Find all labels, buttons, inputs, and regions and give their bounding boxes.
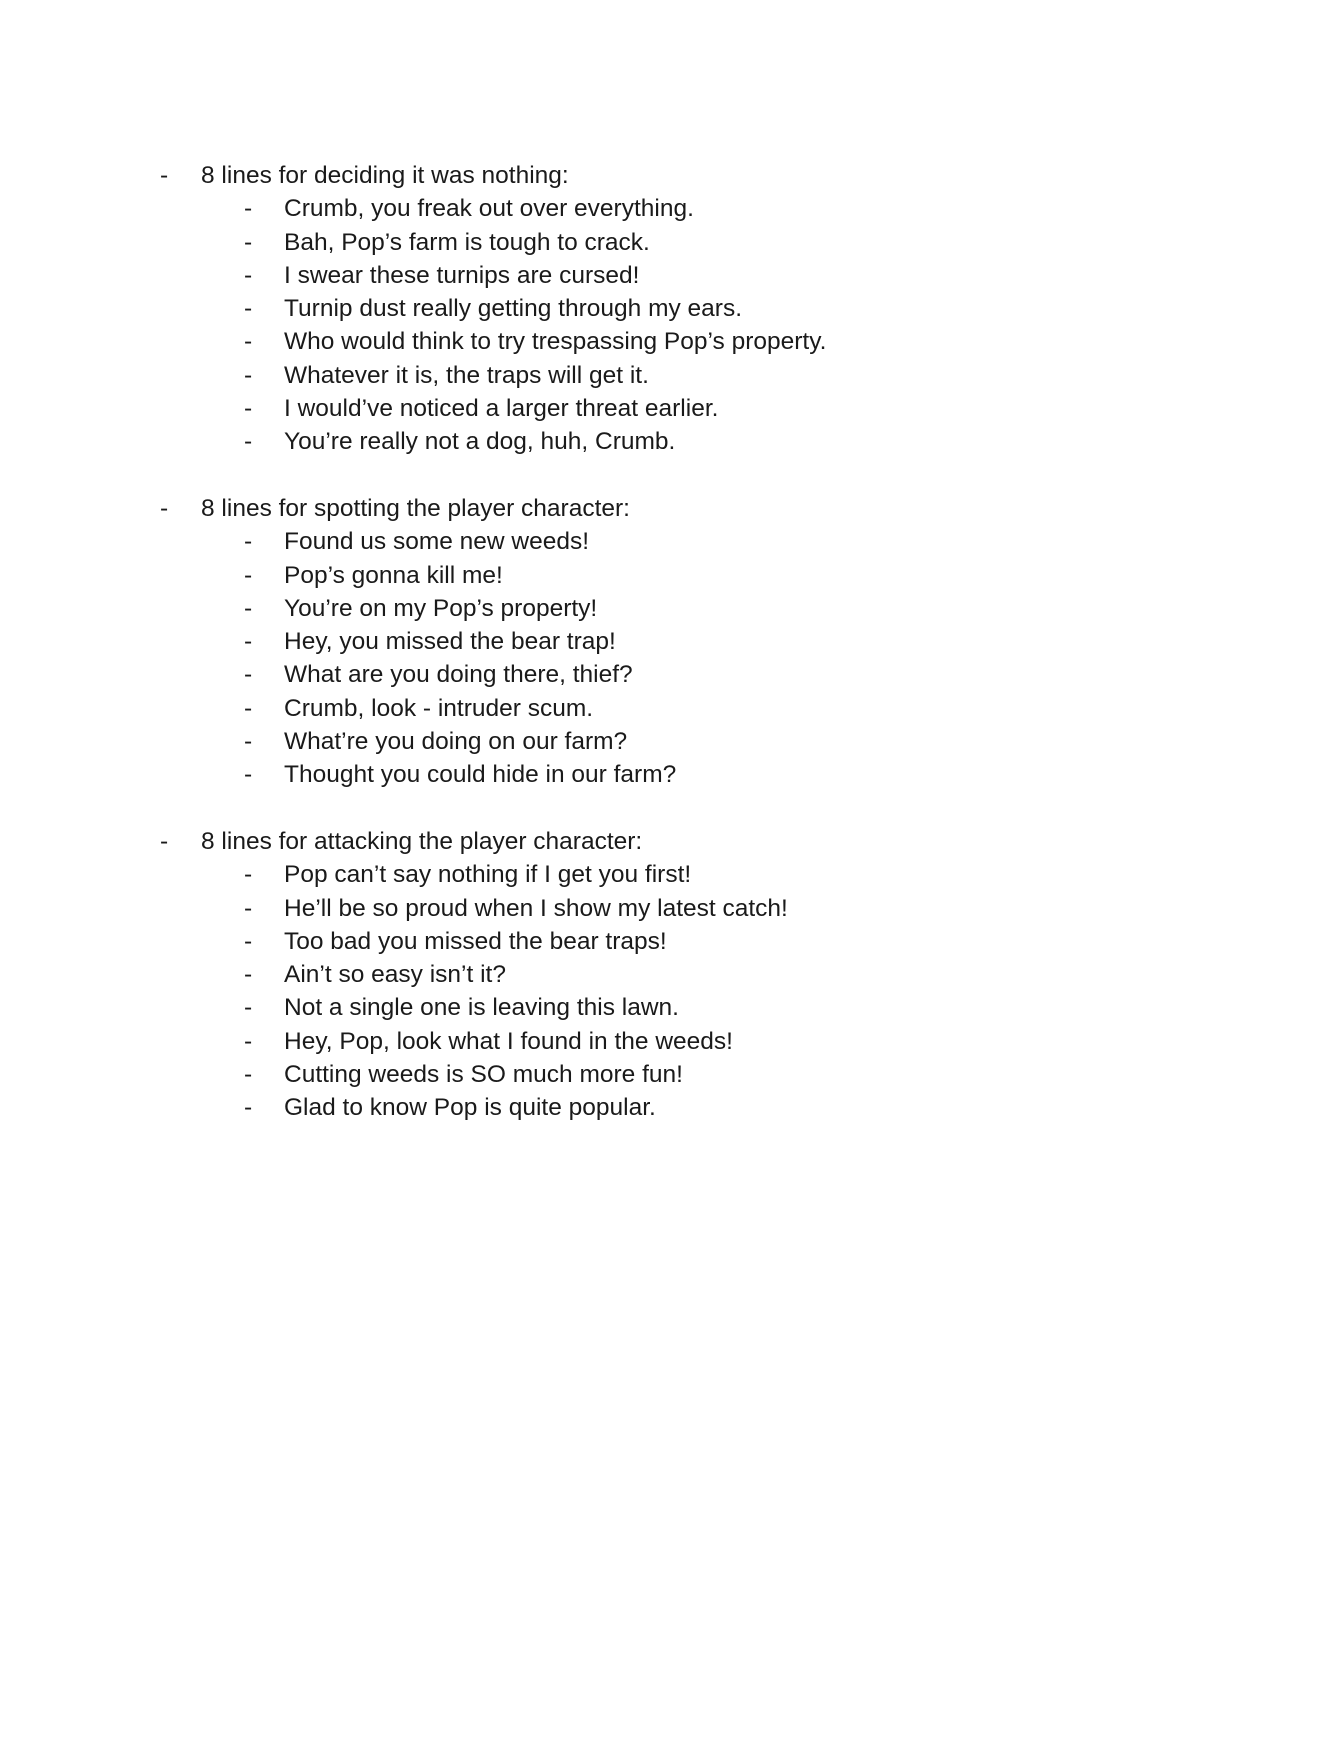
bullet-dash: - [244,728,253,756]
bullet-dash: - [244,1027,253,1055]
list-item [0,259,1324,292]
list-item-text: Turnip dust really getting through my ears. [284,295,743,323]
bullet-dash: - [160,162,169,189]
list-item-text: Not a single one is leaving this lawn. [284,994,679,1022]
list-item-text: Hey, Pop, look what I found in the weeds! [284,1027,733,1055]
bullet-dash: - [244,1061,253,1089]
list-item [0,292,1324,325]
list-item [0,226,1324,259]
list-item [0,892,1324,925]
list-item-text: Too bad you missed the bear traps! [284,927,667,955]
list-item-text: Pop’s gonna kill me! [284,561,503,589]
bullet-dash: - [160,495,169,522]
section-heading-row [0,159,1324,192]
list-item-text: I would’ve noticed a larger threat earlier. [284,395,719,423]
list-item-text: You’re on my Pop’s property! [284,594,598,622]
list-item [0,525,1324,558]
list-item-text: Pop can’t say nothing if I get you first! [284,861,692,889]
bullet-dash: - [244,594,253,622]
list-item-text: I swear these turnips are cursed! [284,261,640,289]
list-item-text: Cutting weeds is SO much more fun! [284,1061,683,1089]
section-heading: 8 lines for spotting the player character: [201,495,630,522]
list-item-text: Glad to know Pop is quite popular. [284,1094,656,1122]
bullet-dash: - [244,195,253,223]
bullet-dash: - [244,961,253,989]
list-item [0,925,1324,958]
list-item-text: Crumb, you freak out over everything. [284,195,694,223]
list-item [0,658,1324,691]
bullet-dash: - [244,927,253,955]
bullet-dash: - [244,628,253,656]
bullet-section-attacking-player [0,825,1324,1125]
list-item [0,592,1324,625]
bullet-section-spotting-player [0,492,1324,792]
bullet-dash: - [244,361,253,389]
bullet-dash: - [160,828,169,855]
list-item [0,325,1324,358]
list-item [0,758,1324,791]
list-item [0,625,1324,658]
list-item-text: Crumb, look - intruder scum. [284,694,594,722]
bullet-dash: - [244,261,253,289]
bullet-dash: - [244,395,253,423]
list-item-text: Found us some new weeds! [284,528,590,556]
list-item [0,692,1324,725]
list-item-text: He’ll be so proud when I show my latest catch! [284,894,788,922]
list-item-text: Hey, you missed the bear trap! [284,628,616,656]
list-item-text: Whatever it is, the traps will get it. [284,361,649,389]
bullet-section-deciding-nothing [0,159,1324,459]
list-item [0,392,1324,425]
list-item [0,359,1324,392]
list-item [0,559,1324,592]
bullet-dash: - [244,428,253,456]
list-item [0,1025,1324,1058]
bullet-dash: - [244,561,253,589]
list-item-text: Thought you could hide in our farm? [284,761,677,789]
list-item [0,958,1324,991]
bullet-dash: - [244,661,253,689]
section-heading-row [0,825,1324,858]
list-item [0,991,1324,1024]
list-item-text: You’re really not a dog, huh, Crumb. [284,428,676,456]
bullet-dash: - [244,1094,253,1122]
list-item [0,725,1324,758]
list-item [0,192,1324,225]
list-item-text: What are you doing there, thief? [284,661,633,689]
bullet-dash: - [244,894,253,922]
bullet-dash: - [244,761,253,789]
bullet-dash: - [244,528,253,556]
bullet-dash: - [244,994,253,1022]
list-item-text: Ain’t so easy isn’t it? [284,961,506,989]
bullet-dash: - [244,228,253,256]
list-item [0,1058,1324,1091]
list-item-text: What’re you doing on our farm? [284,728,628,756]
section-heading: 8 lines for deciding it was nothing: [201,162,569,189]
bullet-dash: - [244,295,253,323]
bullet-dash: - [244,861,253,889]
bullet-dash: - [244,694,253,722]
section-heading: 8 lines for attacking the player character: [201,828,643,855]
list-item [0,858,1324,891]
section-heading-row [0,492,1324,525]
list-item-text: Bah, Pop’s farm is tough to crack. [284,228,650,256]
bullet-dash: - [244,328,253,356]
list-item [0,425,1324,458]
list-item [0,1091,1324,1124]
list-item-text: Who would think to try trespassing Pop’s property. [284,328,827,356]
